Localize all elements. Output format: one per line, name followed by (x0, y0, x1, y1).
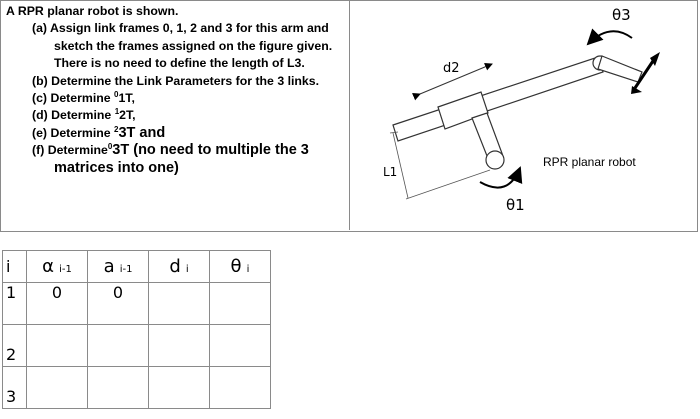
table-header-row (3, 251, 271, 283)
table-cell[interactable]: 0 (88, 283, 149, 325)
table-cell[interactable] (88, 325, 149, 367)
header-alpha: α i-1 (27, 251, 88, 283)
header-d: d i (149, 251, 210, 283)
theta3-arrow (588, 31, 632, 44)
part-a-line2: sketch the frames assigned on the figure given. (54, 38, 333, 53)
table-cell[interactable] (27, 367, 88, 409)
table-cell[interactable] (210, 325, 271, 367)
figure-caption: RPR planar robot (543, 155, 636, 169)
part-c: (c) Determine $^0$1T, (32, 90, 135, 106)
table-cell[interactable] (149, 283, 210, 325)
table-cell[interactable] (210, 367, 271, 409)
table-cell[interactable] (210, 283, 271, 325)
part-b: (b) Determine the Link Parameters for the 3 links. (32, 73, 320, 88)
L1-label: L1 (383, 165, 398, 179)
table-cell[interactable] (88, 367, 149, 409)
robot-diagram (350, 0, 696, 230)
d2-label: d2 (443, 61, 460, 76)
part-a-line1: (a) Assign link frames 0, 1, 2 and 3 for this arm and (32, 21, 329, 36)
base-joint (486, 151, 504, 169)
header-theta: θ i (210, 251, 271, 283)
table-cell[interactable] (149, 325, 210, 367)
problem-text (6, 3, 346, 177)
part-f-line2: matrices into one) (54, 159, 179, 176)
part-e: (e) Determine $^2$3T and (32, 124, 166, 141)
part-d: (d) Determine $^1$2T, (32, 107, 136, 123)
row-label: 1 (3, 283, 27, 325)
table-row (3, 325, 271, 367)
part-f: (f) Determine$^0$3T (no need to multiple the 3 (32, 142, 309, 159)
problem-title: A RPR planar robot is shown. (6, 4, 179, 18)
table-row (3, 283, 271, 325)
prismatic-link (393, 57, 603, 141)
theta1-label: θ1 (506, 196, 525, 214)
table-row (3, 367, 271, 409)
table-cell[interactable] (149, 367, 210, 409)
robot-figure (350, 0, 696, 230)
header-i: i (3, 251, 27, 283)
third-link (598, 56, 642, 82)
theta3-label: θ3 (612, 6, 631, 24)
link-parameter-table (2, 250, 271, 409)
part-a-line3: There is no need to define the length of L3. (54, 56, 305, 71)
row-label: 3 (3, 367, 27, 409)
theta1-arrow (480, 168, 520, 188)
table-cell[interactable] (27, 325, 88, 367)
header-a: a i-1 (88, 251, 149, 283)
table-cell[interactable]: 0 (27, 283, 88, 325)
row-label: 2 (3, 325, 27, 367)
